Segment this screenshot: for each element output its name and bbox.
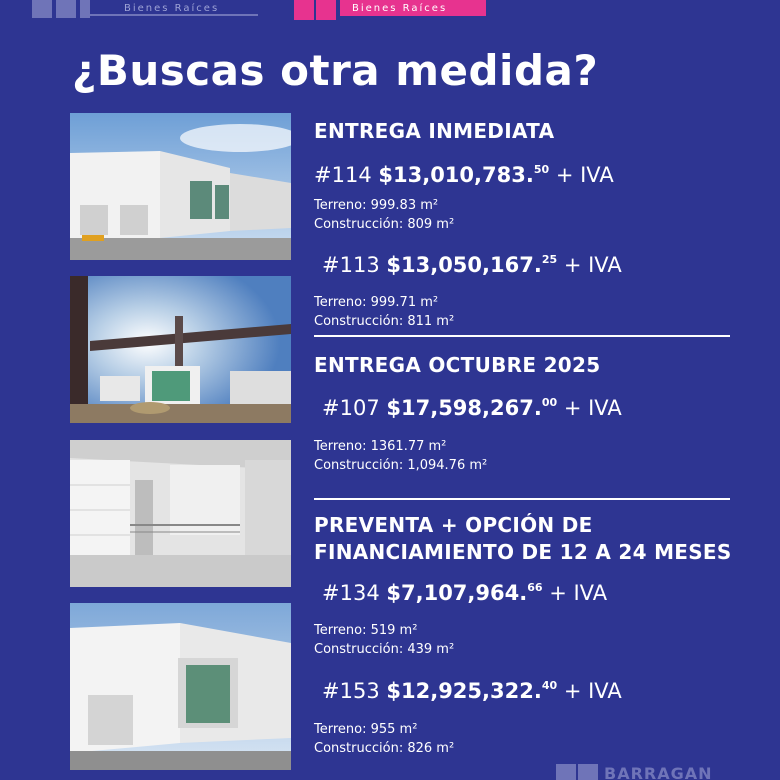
unit-specs xyxy=(314,621,454,659)
logo-square-icon xyxy=(294,0,314,20)
warehouse-interior-photo xyxy=(70,440,291,587)
lot-number: #114 xyxy=(314,163,372,187)
logo-square-icon xyxy=(32,0,52,18)
construction-area: Construcción: 811 m² xyxy=(314,314,455,329)
price-cents: 00 xyxy=(541,396,558,409)
price-cents: 25 xyxy=(541,253,558,266)
lot-number: #134 xyxy=(322,581,380,605)
land-area: Terreno: 519 m² xyxy=(314,623,418,638)
brand-name: BARRAGAN xyxy=(604,764,713,780)
section-title-entrega-octubre: ENTREGA OCTUBRE 2025 xyxy=(314,353,601,377)
unit-specs xyxy=(314,196,454,234)
logo-square-icon xyxy=(556,764,576,780)
tax-label: + IVA xyxy=(555,163,614,187)
price-amount: $12,925,322. xyxy=(386,679,542,703)
price-amount: $13,050,167. xyxy=(386,253,542,277)
section-title-line: PREVENTA + OPCIÓN DE xyxy=(314,513,593,537)
entrance-gate-photo xyxy=(70,276,291,423)
unit-specs xyxy=(314,437,487,475)
logo-square-icon xyxy=(56,0,76,18)
land-area: Terreno: 955 m² xyxy=(314,722,418,737)
construction-area: Construcción: 1,094.76 m² xyxy=(314,458,488,473)
price-line xyxy=(314,163,614,187)
land-area: Terreno: 1361.77 m² xyxy=(314,439,447,454)
price-cents: 50 xyxy=(533,163,550,176)
section-title-preventa xyxy=(314,512,732,566)
warehouse-photo xyxy=(70,113,291,260)
tax-label: + IVA xyxy=(563,253,622,277)
unit-specs xyxy=(314,720,454,758)
price-amount: $13,010,783. xyxy=(378,163,534,187)
logo-tagline: Bienes Raíces xyxy=(352,3,448,14)
brand-logo-right xyxy=(294,0,492,20)
price-line xyxy=(322,396,622,420)
tax-label: + IVA xyxy=(549,581,608,605)
logo-square-icon xyxy=(316,0,336,20)
lot-number: #113 xyxy=(322,253,380,277)
logo-square-icon xyxy=(80,0,90,18)
price-line xyxy=(322,253,622,277)
brand-logo-bottom xyxy=(556,764,756,780)
logo-square-icon xyxy=(578,764,598,780)
section-divider xyxy=(314,498,730,500)
price-line xyxy=(322,679,622,703)
brand-logo-left xyxy=(32,0,226,18)
section-title-entrega-inmediata: ENTREGA INMEDIATA xyxy=(314,119,555,143)
land-area: Terreno: 999.71 m² xyxy=(314,295,439,310)
price-cents: 66 xyxy=(527,581,543,594)
logo-underline xyxy=(90,14,258,16)
land-area: Terreno: 999.83 m² xyxy=(314,198,439,213)
price-amount: $7,107,964. xyxy=(386,581,528,605)
section-divider xyxy=(314,335,730,337)
price-line xyxy=(322,581,607,605)
lot-number: #153 xyxy=(322,679,380,703)
unit-specs xyxy=(314,293,454,331)
logo-tagline: Bienes Raíces xyxy=(124,3,220,14)
price-amount: $17,598,267. xyxy=(386,396,542,420)
tax-label: + IVA xyxy=(563,396,622,420)
price-cents: 40 xyxy=(541,679,558,692)
tax-label: + IVA xyxy=(563,679,622,703)
lot-number: #107 xyxy=(322,396,380,420)
construction-area: Construcción: 439 m² xyxy=(314,642,455,657)
page-title: ¿Buscas otra medida? xyxy=(72,46,599,95)
section-title-line: FINANCIAMIENTO DE 12 A 24 MESES xyxy=(314,540,732,564)
warehouse-facade-photo xyxy=(70,603,291,770)
construction-area: Construcción: 826 m² xyxy=(314,741,455,756)
construction-area: Construcción: 809 m² xyxy=(314,217,455,232)
